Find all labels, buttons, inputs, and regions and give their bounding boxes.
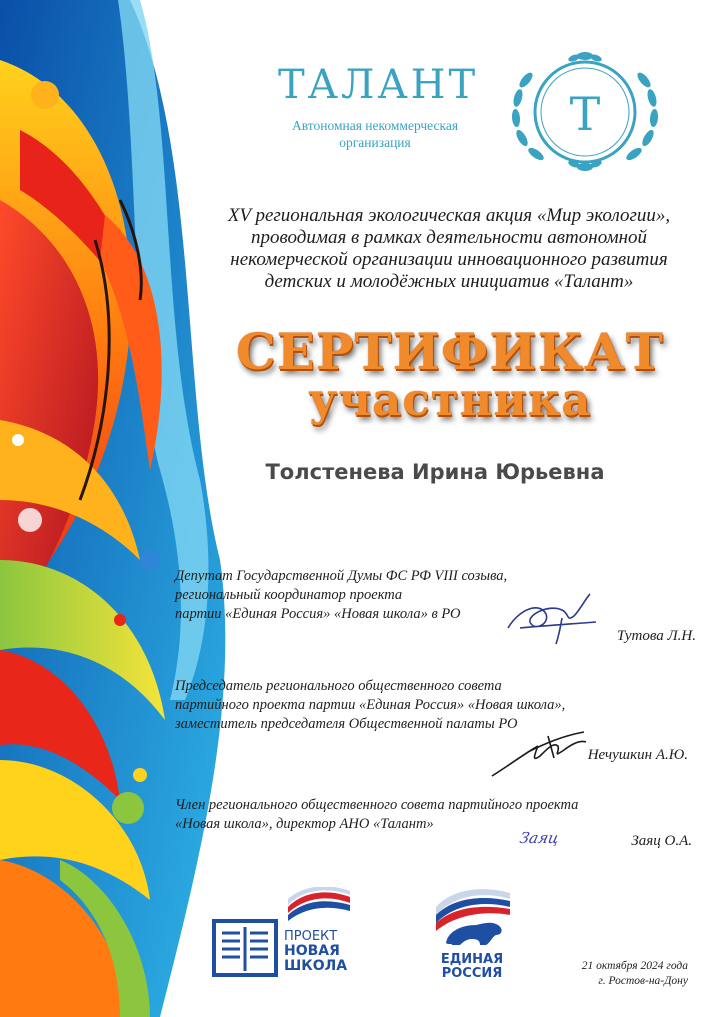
emblem-letter: Т: [569, 87, 601, 141]
united-russia-logo-line1: ЕДИНАЯ: [440, 952, 504, 967]
signatory-3-role-line1: Член регионального общественного совета партийного проекта: [175, 797, 579, 813]
organization-subtitle-line1: Автономная некоммерческая: [291, 118, 459, 133]
new-school-logo-text: [284, 929, 347, 974]
signature-3-handwritten: Заяц: [518, 829, 561, 847]
signatory-2-role: [175, 677, 635, 734]
signatory-2-role-line2: партийного проекта партии «Единая Россия» «Новая школа»,: [175, 697, 566, 713]
signatory-2-role-line3: заместитель председателя Общественной палаты РО: [175, 716, 518, 732]
event-line4: детских и молодёжных инициатив «Талант»: [264, 271, 634, 292]
signatory-3-name: Заяц О.А.: [631, 833, 692, 849]
signatory-1-role-line1: Депутат Государственной Думы ФС РФ VIII созыва,: [175, 568, 508, 584]
new-school-logo-line2: НОВАЯ: [284, 943, 340, 959]
new-school-logo-line1: ПРОЕКТ: [284, 929, 338, 944]
certificate-title: СЕРТИФИКАТ: [235, 322, 665, 381]
signatory-1-role-line3: партии «Единая Россия» «Новая школа» в РО: [175, 606, 461, 622]
united-russia-logo-line2: РОССИЯ: [441, 966, 503, 981]
laurel-wreath-emblem-icon: [496, 40, 674, 180]
event-line2: проводимая в рамках деятельности автономной: [250, 227, 648, 248]
signature-1-mark: [500, 588, 600, 648]
united-russia-logo: [428, 885, 516, 985]
certificate-date: 21 октября 2024 года: [581, 960, 688, 972]
recipient-name: Толстенева Ирина Юрьевна: [265, 460, 605, 484]
event-line1: XV региональная экологическая акция «Мир экологии»,: [227, 205, 671, 226]
new-school-logo-line3: ШКОЛА: [284, 958, 348, 974]
decorative-swirl-art: [0, 0, 230, 1017]
signatory-2-name: Нечушкин А.Ю.: [587, 747, 688, 763]
bear-flag-emblem-icon: [432, 885, 512, 949]
flag-wave-icon: [284, 887, 352, 927]
open-book-icon: [212, 917, 278, 979]
signatory-1-role-line2: региональный координатор проекта: [175, 587, 403, 603]
signatory-2-role-line1: Председатель регионального общественного совета: [175, 678, 502, 694]
organization-subtitle-line2: организация: [339, 135, 411, 150]
new-school-project-logo: [212, 885, 352, 985]
event-line3: некомерческой организации инновационного развития: [230, 249, 668, 270]
certificate-subtitle: участника: [308, 373, 592, 426]
signatory-3-role-line2: «Новая школа», директор АНО «Талант»: [175, 816, 434, 832]
signatory-1-name: Тутова Л.Н.: [616, 628, 696, 644]
certificate-place: г. Ростов-на-Дону: [598, 975, 688, 987]
event-description: [188, 205, 710, 293]
organization-name: ТАЛАНТ: [278, 62, 479, 108]
united-russia-logo-text: [428, 953, 516, 981]
organization-subtitle: [272, 117, 478, 151]
